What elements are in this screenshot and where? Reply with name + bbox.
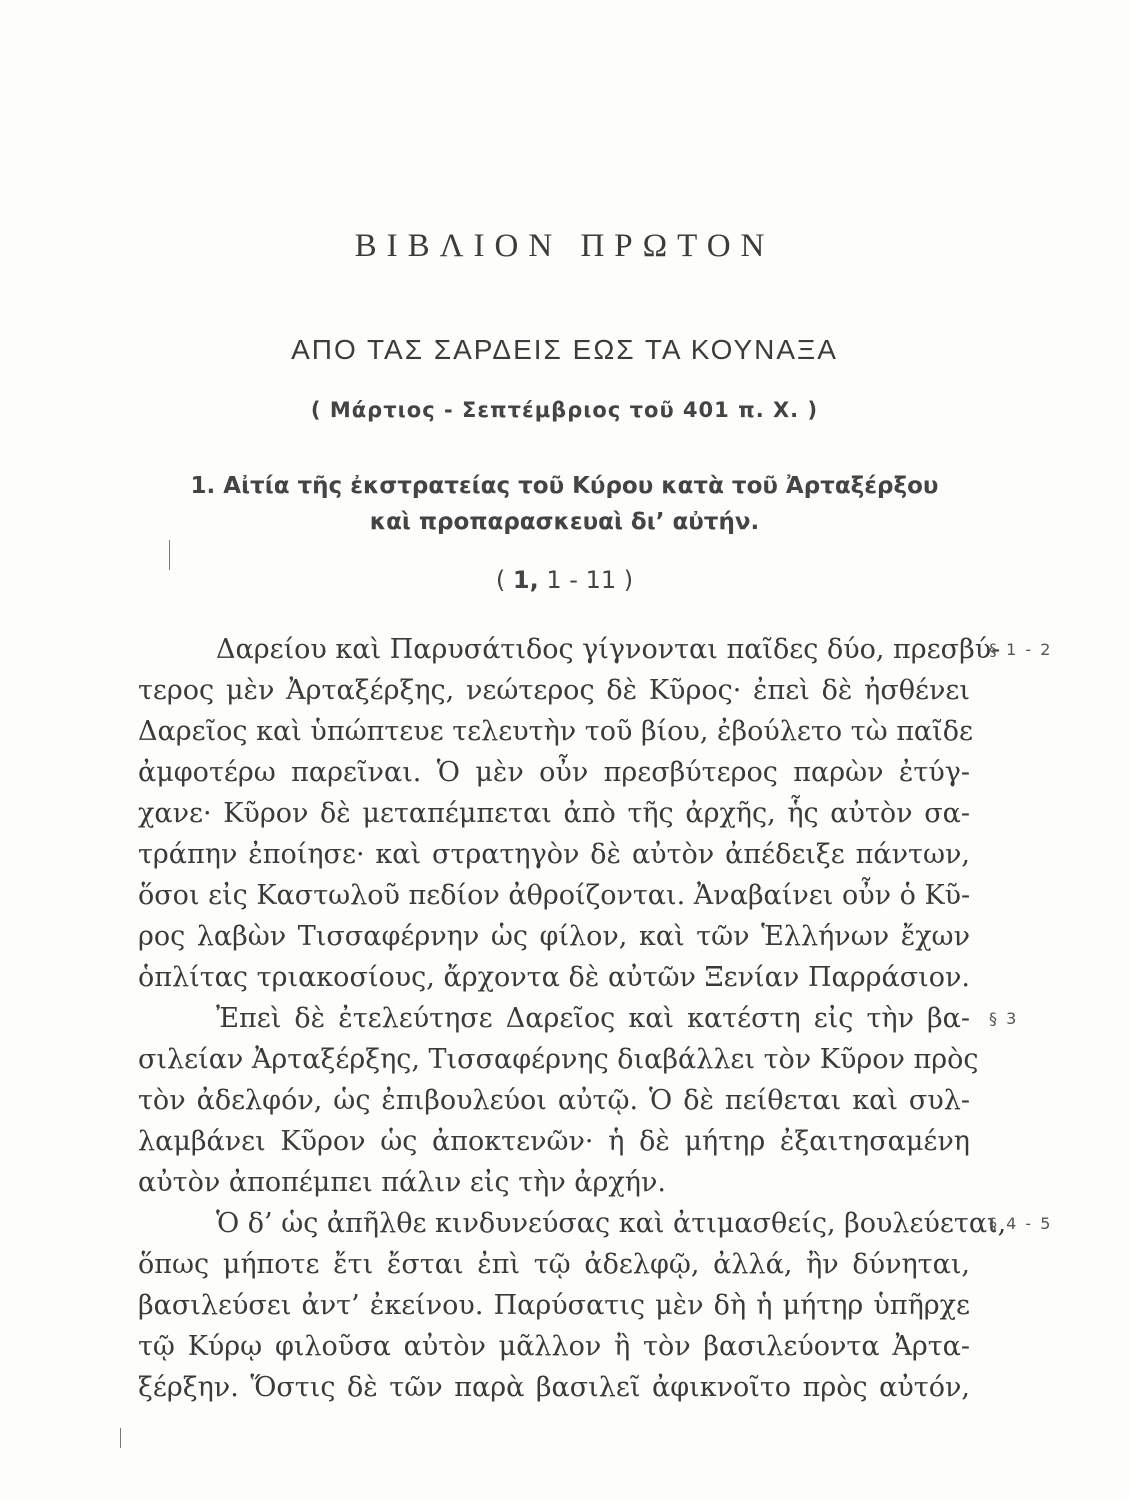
text-line: τράπην ἐποίησε· καὶ στρατηγὸν δὲ αὐτὸν ἀπέδειξε πάντων, bbox=[138, 839, 970, 870]
text-line: Δαρεῖος καὶ ὑπώπτευε τελευτὴν τοῦ βίου, ἐβούλετο τὼ παῖδε bbox=[138, 716, 973, 747]
scan-mark-bottom bbox=[120, 1428, 121, 1448]
text-line: λαμβάνει Κῦρον ὡς ἀποκτενῶν· ἡ δὲ μήτηρ ἐξαιτησαμένη bbox=[138, 1126, 970, 1157]
text-line: τὸν ἀδελφόν, ὡς ἐπιβουλεύοι αὐτῷ. Ὁ δὲ πείθεται καὶ συλ- bbox=[138, 1085, 970, 1116]
text-line: σιλείαν Ἀρταξέρξης, Τισσαφέρνης διαβάλλει τὸν Κῦρον πρὸς bbox=[138, 1044, 979, 1075]
reference-open: ( bbox=[495, 566, 506, 594]
text-line: τερος μὲν Ἀρταξέρξης, νεώτερος δὲ Κῦρος· ἐπεὶ δὲ ἠσθένει bbox=[138, 675, 970, 706]
date-line: ( Μάρτιος - Σεπτέμβριος τοῦ 401 π. Χ. ) bbox=[310, 398, 819, 422]
text-line: Ὁ δ’ ὡς ἀπῆλθε κινδυνεύσας καὶ ἀτιμασθείς, βουλεύεται, bbox=[216, 1208, 1007, 1239]
passage-reference bbox=[0, 566, 1129, 594]
text-line: Ἐπεὶ δὲ ἐτελεύτησε Δαρεῖος καὶ κατέστη εἰς τὴν βα- bbox=[216, 1003, 970, 1034]
section-heading bbox=[0, 468, 1129, 540]
margin-note-section-4-5: § 4 - 5 bbox=[989, 1214, 1053, 1233]
margin-note-section-1-2: § 1 - 2 bbox=[989, 640, 1053, 659]
book-title: ΒΙΒΛΙΟΝ ΠΡΩΤΟΝ bbox=[354, 228, 775, 264]
scan-mark-top bbox=[169, 540, 170, 570]
text-line: Δαρείου καὶ Παρυσάτιδος γίγνονται παῖδες δύο, πρεσβύ- bbox=[216, 634, 1001, 665]
chapter-title: ΑΠΟ ΤΑΣ ΣΑΡΔΕΙΣ ΕΩΣ ΤΑ ΚΟΥΝΑΞΑ bbox=[291, 334, 838, 365]
margin-note-section-3: § 3 bbox=[989, 1009, 1019, 1028]
text-line: αὐτὸν ἀποπέμπει πάλιν εἰς τὴν ἀρχήν. bbox=[138, 1167, 666, 1198]
text-line: ἀμφοτέρω παρεῖναι. Ὁ μὲν οὖν πρεσβύτερος παρὼν ἐτύγ- bbox=[138, 757, 970, 788]
text-line: τῷ Κύρῳ φιλοῦσα αὐτὸν μᾶλλον ἢ τὸν βασιλεύοντα Ἀρτα- bbox=[138, 1331, 970, 1362]
reference-range: 1 - 11 ) bbox=[546, 566, 634, 594]
text-line: ξέρξην. Ὅστις δὲ τῶν παρὰ βασιλεῖ ἀφικνοῖτο πρὸς αὐτόν, bbox=[138, 1372, 970, 1403]
text-line: χανε· Κῦρον δὲ μεταπέμπεται ἀπὸ τῆς ἀρχῆς, ἧς αὐτὸν σα- bbox=[138, 798, 970, 829]
text-line: ὅπως μήποτε ἔτι ἔσται ἐπὶ τῷ ἀδελφῷ, ἀλλά, ἢν δύνηται, bbox=[138, 1249, 970, 1280]
text-line: ὅσοι εἰς Καστωλοῦ πεδίον ἀθροίζονται. Ἀναβαίνει οὖν ὁ Κῦ- bbox=[138, 880, 971, 911]
section-heading-line-1: 1. Αἰτία τῆς ἐκστρατείας τοῦ Κύρου κατὰ τοῦ Ἀρταξέρξου bbox=[190, 473, 939, 499]
section-heading-line-2: καὶ προπαρασκευαὶ δι’ αὐτήν. bbox=[369, 509, 760, 535]
text-line: ρος λαβὼν Τισσαφέρνην ὡς φίλον, καὶ τῶν Ἑλλήνων ἔχων bbox=[138, 921, 970, 952]
text-line: ὁπλίτας τριακοσίους, ἄρχοντα δὲ αὐτῶν Ξενίαν Παρράσιον. bbox=[138, 962, 970, 993]
reference-chapter: 1, bbox=[512, 566, 539, 594]
text-line: βασιλεύσει ἀντ’ ἐκείνου. Παρύσατις μὲν δὴ ἡ μήτηρ ὑπῆρχε bbox=[138, 1290, 970, 1321]
